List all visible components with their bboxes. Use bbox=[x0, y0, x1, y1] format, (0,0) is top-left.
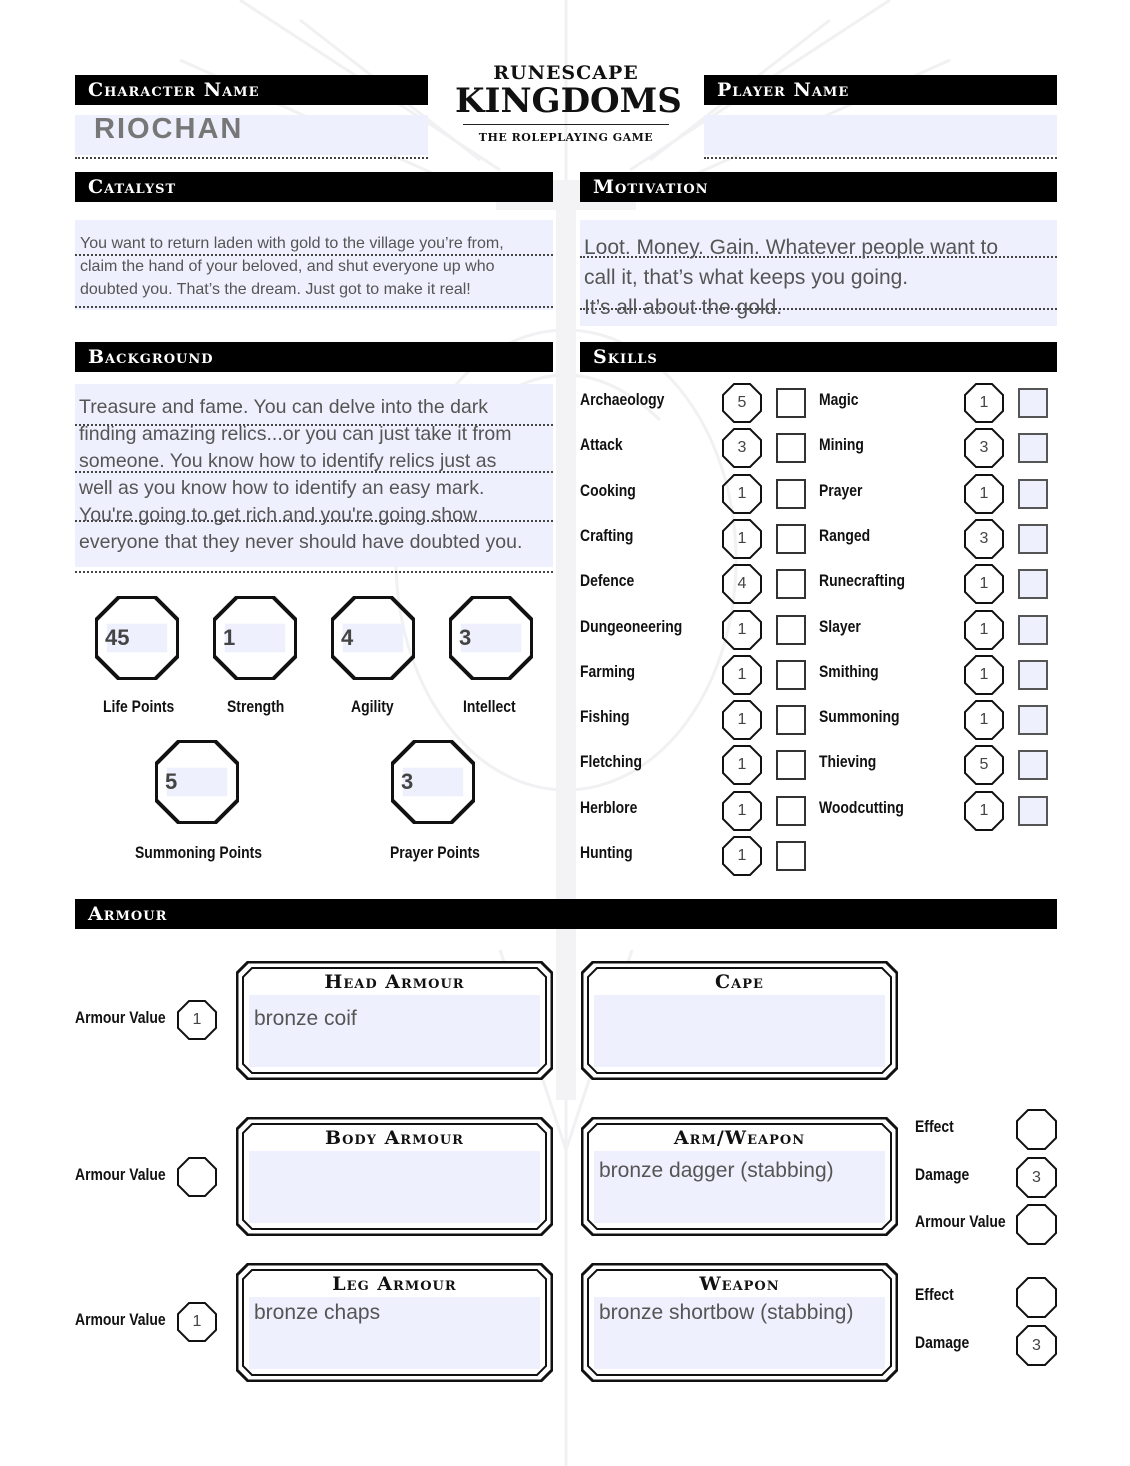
stat-prayer-points-octagon-value: 3 bbox=[401, 769, 414, 794]
skill-level-octagon[interactable] bbox=[964, 791, 1004, 831]
armour-value-label: Armour Value bbox=[75, 1008, 166, 1027]
skill-level-octagon[interactable] bbox=[964, 383, 1004, 423]
skill-level-octagon[interactable] bbox=[722, 474, 762, 514]
weapon-effect-label: Effect bbox=[915, 1285, 954, 1304]
skill-checkbox[interactable] bbox=[776, 479, 806, 509]
weapon-armour-value-label: Armour Value bbox=[915, 1212, 1006, 1231]
skill-checkbox[interactable] bbox=[776, 433, 806, 463]
arm-weapon-panel-title: Arm/Weapon bbox=[673, 1127, 806, 1149]
skill-checkbox[interactable] bbox=[776, 660, 806, 690]
stat-life-points-octagon-value: 45 bbox=[105, 625, 130, 650]
skill-name-runecrafting: Runecrafting bbox=[819, 571, 905, 590]
skill-checkbox[interactable] bbox=[1018, 615, 1048, 645]
skill-name-herblore: Herblore bbox=[580, 798, 638, 817]
player-name-field[interactable] bbox=[704, 115, 1057, 155]
skill-checkbox[interactable] bbox=[1018, 479, 1048, 509]
motivation-header: Motivation bbox=[580, 172, 1057, 202]
skill-checkbox[interactable] bbox=[776, 705, 806, 735]
stat-strength-octagon[interactable] bbox=[213, 596, 297, 680]
stat-label: Summoning Points bbox=[135, 843, 263, 862]
weapon-panel-title: Weapon bbox=[699, 1273, 780, 1295]
stat-summoning-points-octagon[interactable] bbox=[155, 740, 239, 824]
stat-intellect-octagon[interactable] bbox=[449, 596, 533, 680]
leg-armour-panel-item: bronze chaps bbox=[254, 1301, 381, 1324]
logo-kingdoms: KINGDOMS bbox=[455, 81, 682, 121]
skill-checkbox[interactable] bbox=[776, 796, 806, 826]
skill-name-fishing: Fishing bbox=[580, 707, 630, 726]
weapon-armour-value-octagon-value bbox=[1016, 1204, 1057, 1245]
skill-checkbox[interactable] bbox=[1018, 524, 1048, 554]
weapon-effect-octagon[interactable] bbox=[1016, 1109, 1057, 1150]
armour-value-octagon-value: 1 bbox=[192, 1011, 202, 1028]
skill-level-octagon-value: 1 bbox=[979, 621, 989, 638]
skill-level-octagon[interactable] bbox=[722, 655, 762, 695]
skill-level-octagon[interactable] bbox=[964, 519, 1004, 559]
skill-level-octagon-value: 1 bbox=[979, 666, 989, 683]
weapon-damage-octagon-value: 3 bbox=[1032, 1336, 1041, 1354]
leg-armour-panel bbox=[236, 1263, 553, 1382]
skill-name-ranged: Ranged bbox=[819, 526, 871, 545]
weapon-effect-label: Effect bbox=[915, 1117, 954, 1136]
background-line-text: well as you know how to identify an easy mark. bbox=[79, 477, 485, 499]
skill-level-octagon[interactable] bbox=[722, 610, 762, 650]
skill-level-octagon-value: 3 bbox=[979, 439, 989, 456]
skill-level-octagon-value: 1 bbox=[979, 485, 989, 502]
skill-name-mining: Mining bbox=[819, 435, 864, 454]
skill-level-octagon-value: 1 bbox=[737, 485, 747, 502]
skill-name-smithing: Smithing bbox=[819, 662, 879, 681]
player-name-underline bbox=[704, 157, 1057, 159]
skill-level-octagon[interactable] bbox=[722, 564, 762, 604]
background-line-text: finding amazing relics...or you can just take it from bbox=[79, 423, 512, 445]
body-armour-panel-field[interactable] bbox=[249, 1151, 540, 1223]
skill-checkbox[interactable] bbox=[1018, 660, 1048, 690]
skill-name-thieving: Thieving bbox=[819, 752, 877, 771]
skill-checkbox[interactable] bbox=[1018, 750, 1048, 780]
armour-value-label: Armour Value bbox=[75, 1310, 166, 1329]
background-line-text: everyone that they never should have doubted you. bbox=[79, 531, 523, 553]
skill-level-octagon-value: 1 bbox=[979, 575, 989, 592]
stat-label: Strength bbox=[227, 697, 285, 716]
skill-checkbox[interactable] bbox=[776, 388, 806, 418]
skill-level-octagon-value: 1 bbox=[737, 666, 747, 683]
stat-intellect-octagon-value: 3 bbox=[459, 625, 472, 650]
skill-level-octagon[interactable] bbox=[964, 745, 1004, 785]
motivation-line-text: It’s all about the gold. bbox=[584, 296, 783, 319]
weapon-damage-octagon[interactable] bbox=[1016, 1157, 1057, 1198]
skill-level-octagon-value: 4 bbox=[737, 575, 747, 592]
motivation-line-text: Loot. Money. Gain. Whatever people want to bbox=[584, 236, 999, 259]
arm-weapon-panel bbox=[581, 1117, 898, 1236]
background-text bbox=[79, 394, 522, 556]
body-armour-panel bbox=[236, 1117, 553, 1236]
skill-name-woodcutting: Woodcutting bbox=[819, 798, 904, 817]
skill-checkbox[interactable] bbox=[1018, 569, 1048, 599]
skill-checkbox[interactable] bbox=[1018, 388, 1048, 418]
background-line-text: someone. You know how to identify relics just as bbox=[79, 450, 497, 472]
armour-value-label: Armour Value bbox=[75, 1165, 166, 1184]
weapon-panel bbox=[581, 1263, 898, 1382]
armour-value-octagon[interactable] bbox=[177, 1000, 217, 1040]
skill-name-dungeoneering: Dungeoneering bbox=[580, 617, 683, 636]
weapon-damage-octagon[interactable] bbox=[1016, 1325, 1057, 1366]
head-armour-panel-field[interactable] bbox=[249, 995, 540, 1067]
skill-level-octagon[interactable] bbox=[722, 836, 762, 876]
skill-level-octagon-value: 1 bbox=[737, 802, 747, 819]
head-armour-panel-item: bronze coif bbox=[254, 1007, 357, 1030]
logo bbox=[455, 62, 682, 144]
catalyst-text bbox=[80, 232, 504, 301]
weapon-damage-label: Damage bbox=[915, 1165, 970, 1184]
stat-life-points-octagon[interactable] bbox=[95, 596, 179, 680]
skill-checkbox[interactable] bbox=[1018, 433, 1048, 463]
skill-checkbox[interactable] bbox=[776, 524, 806, 554]
skill-level-octagon-value: 1 bbox=[737, 711, 747, 728]
stat-strength-octagon-value: 1 bbox=[223, 625, 236, 650]
arm-weapon-panel-item: bronze dagger (stabbing) bbox=[599, 1159, 834, 1182]
skill-level-octagon-value: 1 bbox=[737, 621, 747, 638]
background-header: Background bbox=[75, 342, 553, 372]
cape-panel-field[interactable] bbox=[594, 995, 885, 1067]
skill-level-octagon-value: 3 bbox=[737, 439, 747, 456]
skill-name-prayer: Prayer bbox=[819, 481, 863, 500]
stat-label: Prayer Points bbox=[390, 843, 480, 862]
weapon-effect-octagon-value bbox=[1016, 1109, 1057, 1150]
character-name-value: RIOCHAN bbox=[94, 113, 244, 145]
skill-checkbox[interactable] bbox=[1018, 705, 1048, 735]
skill-level-octagon-value: 1 bbox=[979, 711, 989, 728]
character-name-header: Character Name bbox=[75, 75, 428, 105]
weapon-damage-octagon-value: 3 bbox=[1032, 1168, 1041, 1186]
skill-checkbox[interactable] bbox=[776, 615, 806, 645]
skill-level-octagon-value: 1 bbox=[979, 802, 989, 819]
armour-value-octagon[interactable] bbox=[177, 1302, 217, 1342]
stat-prayer-points-octagon[interactable] bbox=[391, 740, 475, 824]
skill-level-octagon[interactable] bbox=[964, 610, 1004, 650]
skill-name-cooking: Cooking bbox=[580, 481, 636, 500]
skill-checkbox[interactable] bbox=[1018, 796, 1048, 826]
catalyst-line bbox=[75, 306, 553, 308]
skill-level-octagon[interactable] bbox=[964, 428, 1004, 468]
skill-level-octagon[interactable] bbox=[722, 700, 762, 740]
skill-level-octagon[interactable] bbox=[722, 383, 762, 423]
skill-level-octagon[interactable] bbox=[722, 745, 762, 785]
cape-panel bbox=[581, 961, 898, 1080]
skills-header: Skills bbox=[580, 342, 1057, 372]
stat-agility-octagon-value: 4 bbox=[341, 625, 354, 650]
catalyst-line-text: doubted you. That’s the dream. Just got to make it real! bbox=[80, 281, 471, 298]
skill-checkbox[interactable] bbox=[776, 569, 806, 599]
skill-name-fletching: Fletching bbox=[580, 752, 642, 771]
skill-level-octagon[interactable] bbox=[722, 519, 762, 559]
skill-checkbox[interactable] bbox=[776, 750, 806, 780]
stat-label: Life Points bbox=[103, 697, 175, 716]
weapon-damage-label: Damage bbox=[915, 1333, 970, 1352]
leg-armour-panel-title: Leg Armour bbox=[332, 1273, 457, 1295]
catalyst-line-text: claim the hand of your beloved, and shut everyone up who bbox=[80, 258, 495, 275]
skill-name-attack: Attack bbox=[580, 435, 623, 454]
head-armour-panel-title: Head Armour bbox=[324, 971, 465, 993]
motivation-text bbox=[584, 233, 998, 323]
background-line-text: You're going to get rich and you're going show bbox=[79, 504, 478, 526]
weapon-effect-octagon[interactable] bbox=[1016, 1277, 1057, 1318]
skill-level-octagon-value: 1 bbox=[737, 847, 747, 864]
skill-level-octagon[interactable] bbox=[722, 791, 762, 831]
skill-level-octagon[interactable] bbox=[964, 655, 1004, 695]
logo-runescape: RUNESCAPE bbox=[493, 62, 639, 84]
skill-level-octagon-value: 1 bbox=[737, 756, 747, 773]
stat-label: Intellect bbox=[463, 697, 516, 716]
weapon-panel-item: bronze shortbow (stabbing) bbox=[599, 1301, 854, 1324]
head-armour-panel bbox=[236, 961, 553, 1080]
armour-value-octagon-value bbox=[177, 1157, 217, 1197]
skill-name-hunting: Hunting bbox=[580, 843, 633, 862]
logo-subtitle: THE ROLEPLAYING GAME bbox=[478, 131, 654, 144]
stat-label: Agility bbox=[351, 697, 394, 716]
player-name-header: Player Name bbox=[704, 75, 1057, 105]
skill-level-octagon[interactable] bbox=[964, 474, 1004, 514]
skill-level-octagon-value: 1 bbox=[979, 394, 989, 411]
skill-level-octagon[interactable] bbox=[964, 700, 1004, 740]
skill-level-octagon-value: 3 bbox=[979, 530, 989, 547]
background-line-text: Treasure and fame. You can delve into the dark bbox=[79, 396, 489, 418]
skill-level-octagon-value: 5 bbox=[979, 756, 989, 773]
motivation-line-text: call it, that’s what keeps you going. bbox=[584, 266, 909, 289]
armour-header: Armour bbox=[75, 899, 1057, 929]
cape-panel-title: Cape bbox=[715, 971, 764, 993]
character-name-underline bbox=[75, 157, 428, 159]
skill-name-defence: Defence bbox=[580, 571, 635, 590]
stat-summoning-points-octagon-value: 5 bbox=[165, 769, 178, 794]
skill-name-crafting: Crafting bbox=[580, 526, 634, 545]
skill-name-archaeology: Archaeology bbox=[580, 390, 665, 409]
catalyst-line-text: You want to return laden with gold to the village you’re from, bbox=[80, 235, 504, 252]
skill-name-summoning: Summoning bbox=[819, 707, 900, 726]
stat-agility-octagon[interactable] bbox=[331, 596, 415, 680]
background-line bbox=[75, 571, 553, 573]
body-armour-panel-title: Body Armour bbox=[325, 1127, 464, 1149]
weapon-effect-octagon-value bbox=[1016, 1277, 1057, 1318]
skill-name-farming: Farming bbox=[580, 662, 635, 681]
weapon-armour-value-octagon[interactable] bbox=[1016, 1204, 1057, 1245]
armour-value-octagon[interactable] bbox=[177, 1157, 217, 1197]
skill-level-octagon[interactable] bbox=[722, 428, 762, 468]
skill-checkbox[interactable] bbox=[776, 841, 806, 871]
skill-name-magic: Magic bbox=[819, 390, 859, 409]
catalyst-header: Catalyst bbox=[75, 172, 553, 202]
skill-name-slayer: Slayer bbox=[819, 617, 861, 636]
skill-level-octagon-value: 5 bbox=[737, 394, 747, 411]
skill-level-octagon[interactable] bbox=[964, 564, 1004, 604]
armour-value-octagon-value: 1 bbox=[192, 1313, 202, 1330]
skill-level-octagon-value: 1 bbox=[737, 530, 747, 547]
